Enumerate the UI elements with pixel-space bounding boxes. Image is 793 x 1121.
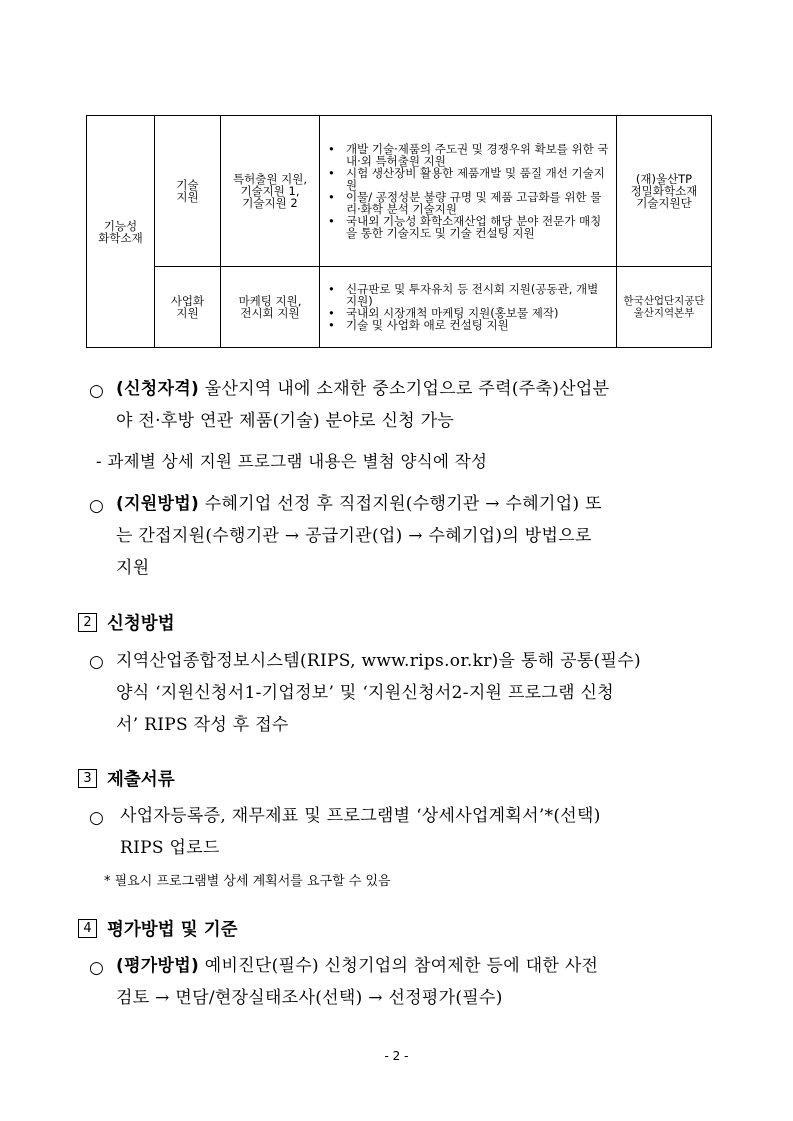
cell-line: 기술 [176,178,199,192]
cell-line: 기능성 [103,218,138,233]
page-number: - 2 - [384,1049,409,1063]
section-title: 신청방법 [107,614,175,634]
list-item: • 기술 및 사업화 애로 컨설팅 지원 [326,319,612,331]
cell-line: 기술지원 2 [242,196,298,210]
documents-paragraph: 사업자등록증, 재무제표 및 프로그램별 ‘상세사업계획서’*(선택) RIPS 업로드 [120,806,601,858]
section-heading-application [78,610,175,635]
support-type-cell [155,116,221,267]
agency-cell [617,116,712,267]
support-type-cell [155,267,221,348]
evaluation-paragraph: (평가방법) 예비진단(필수) 신청기업의 참여제한 등에 대한 사전 검토 → 면담/현장실태조사(선택) → 선정평가(필수) [116,956,599,1008]
cell-line: 마케팅 지원, [238,294,302,308]
cell-line: 지원 [176,306,199,320]
details-cell [320,116,617,267]
cell-line: 한국산업단지공단 [623,295,705,307]
evaluation-label: (평가방법) [116,956,200,976]
bullet-marker: ○ [89,652,104,672]
list-item: • 국내외 기능성 화학소재산업 해당 분야 전문가 매칭을 통한 기술지도 및 기술 컨설팅 지원 [326,215,612,239]
bullet-marker: ○ [89,496,104,516]
cell-line: 기술지원 1, [240,184,300,198]
details-cell [320,267,617,348]
cell-line: 지원 [176,190,199,204]
section-title: 평가방법 및 기준 [107,920,238,940]
cell-line: 정밀화학소재 [630,184,698,198]
cell-line: 울산지역본부 [633,307,695,319]
details-list [326,283,612,331]
list-item: • 개발 기술·제품의 주도권 및 경쟁우위 확보를 위한 국내·외 특허출원 지원 [326,143,612,167]
documents-footnote: * 필요시 프로그램별 상세 계획서를 요구할 수 있음 [104,874,391,889]
list-item: • 이물/ 공정성분 불량 규명 및 제품 고급화를 위한 물리·화학 분석 기술지원 [326,191,612,215]
agency-cell [617,267,712,348]
bullet-marker: ○ [89,958,104,978]
cell-line: 전시회 지원 [240,306,300,320]
eligibility-note: - 과제별 상세 지원 프로그램 내용은 별첨 양식에 작성 [96,452,488,471]
list-item: • 국내외 시장개척 마케팅 지원(홍보물 제작) [326,307,612,319]
cell-line: 사업화 [170,294,205,308]
eligibility-paragraph: (신청자격) 울산지역 내에 소재한 중소기업으로 주력(주축)산업분 야 전·후방 연관 제품(기술) 분야로 신청 가능 [116,379,610,431]
list-item: • 신규판로 및 투자유치 등 전시회 지원(공동관, 개별 지원) [326,283,612,307]
section-number: 3 [78,769,97,788]
section-heading-documents [78,766,175,791]
section-number: 2 [78,613,97,632]
bullet-marker: ○ [89,808,104,828]
cell-line: 특허출원 지원, [233,172,307,186]
program-cell [221,267,320,348]
eligibility-label: (신청자격) [116,379,200,399]
support-method-paragraph: (지원방법) 수혜기업 선정 후 직접지원(수행기관 → 수혜기업) 또 는 간접지원(수행기관 → 공급기관(업) → 수혜기업)의 방법으로 지원 [116,494,602,578]
cell-line: (재)울산TP [635,172,693,186]
table-row [87,116,712,267]
support-program-table [86,115,712,348]
category-label [89,220,152,244]
cell-line: 화학소재 [98,230,143,245]
table-row [87,267,712,348]
section-number: 4 [78,919,97,938]
list-item: • 시험 생산장비 활용한 제품개발 및 품질 개선 기술지원 [326,167,612,191]
bullet-marker: ○ [89,381,104,401]
section-heading-evaluation [78,916,238,941]
application-paragraph: 지역산업종합정보시스템(RIPS, www.rips.or.kr)을 통해 공통(필수) 양식 ‘지원신청서1-기업정보’ 및 ‘지원신청서2-지원 프로그램 신청 서’ RIPS 작성 후 접수 [116,651,641,735]
section-title: 제출서류 [107,770,175,790]
details-list [326,143,612,239]
category-cell [87,116,155,348]
support-method-label: (지원방법) [116,494,200,514]
program-cell [221,116,320,267]
cell-line: 기술지원단 [636,196,692,210]
